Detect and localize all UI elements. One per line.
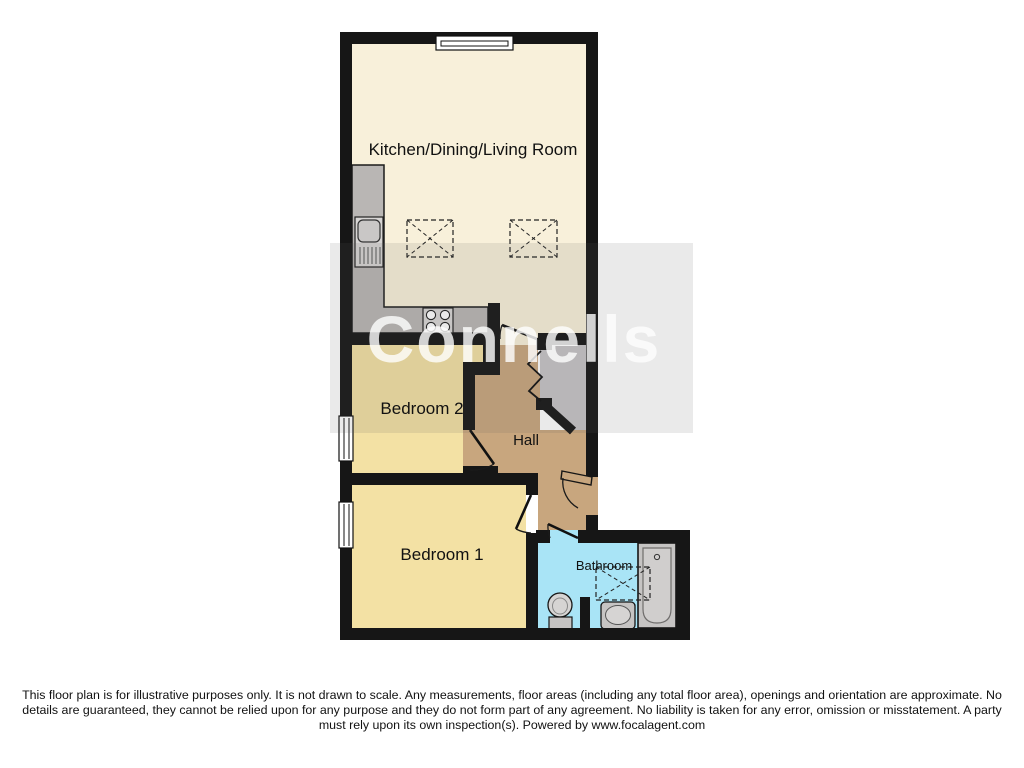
wall-bathroom-right <box>676 530 690 640</box>
wash-basin <box>601 602 635 629</box>
hall-label: Hall <box>513 432 539 449</box>
wall-bedroom1-top <box>340 473 538 485</box>
wall-bedroom1-right-lower <box>526 533 538 640</box>
wall-bottom <box>340 628 690 640</box>
kitchen-label: Kitchen/Dining/Living Room <box>368 140 578 159</box>
bath-tap <box>654 554 659 559</box>
bathtub <box>638 543 676 628</box>
window-top <box>436 36 513 50</box>
disclaimer-line: details are guaranteed, they cannot be relied upon for any purpose and they do not form part of any agreement. No liability is taken for any error, omission or misstatement. A party <box>22 703 1002 718</box>
bedroom2-label: Bedroom 2 <box>380 399 464 418</box>
toilet <box>548 593 572 629</box>
disclaimer <box>0 688 1024 734</box>
disclaimer-line: This floor plan is for illustrative purposes only. It is not drawn to scale. Any measurements, floor areas (including any total floor area), openings and orientation are approximate. No <box>22 688 1002 702</box>
watermark-text: Connells <box>366 302 662 376</box>
window-bedroom1 <box>339 502 353 548</box>
disclaimer-line: must rely upon its own inspection(s). Powered by www.focalagent.com <box>318 718 706 733</box>
bathroom-label: Bathroom <box>575 558 633 573</box>
bedroom1-label: Bedroom 1 <box>400 545 484 564</box>
wall-bedroom1-right-upper <box>526 473 538 495</box>
bathroom-partition-wall <box>580 597 590 628</box>
wall-bathroom-top-right <box>578 530 690 543</box>
